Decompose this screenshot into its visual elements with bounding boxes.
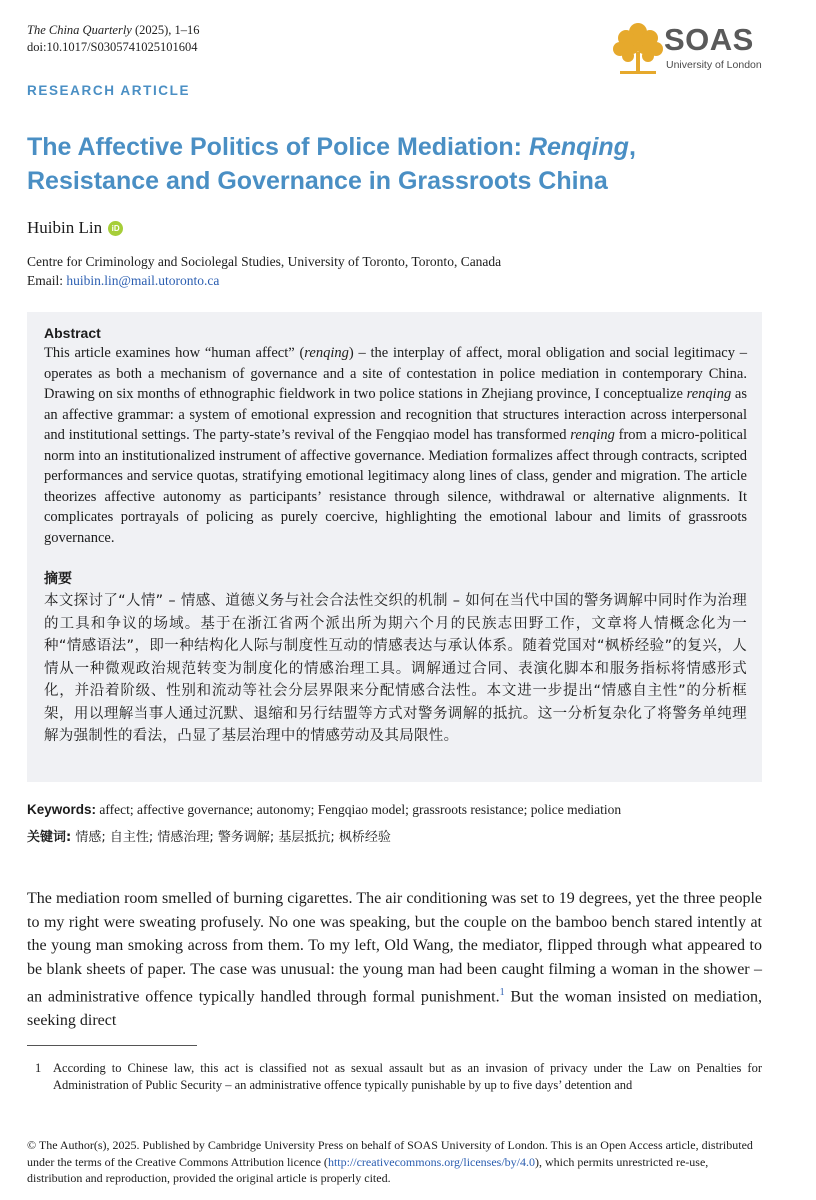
footnote-number: 1 (35, 1061, 42, 1075)
footnote (27, 1060, 762, 1094)
keywords-label: Keywords: (27, 802, 97, 817)
journal-meta (27, 22, 200, 56)
body-text-2: But the woman insisted on mediation, seeking direct (27, 988, 763, 1029)
soas-logo (610, 18, 770, 80)
copyright-notice (27, 1137, 762, 1187)
footnote-text: According to Chinese law, this act is classified not as sexual assault but as an invasion of privacy under the Law on Penalties for Administration of Public Security – an administrative offence typically punishable by up to five days’ detention and (53, 1061, 762, 1092)
abstract-term: renqing (686, 386, 732, 402)
journal-citation: (2025), 1–16 (131, 23, 200, 37)
copyright-text-1: © The Author(s), 2025. Published by Cambridge University Press on behalf of SOAS University of London. This is an Open Access article, distributed under the terms of the Creative Commons Attribution licence ( (27, 1138, 753, 1169)
abstract-term: renqing (570, 427, 615, 443)
abstract-box (27, 312, 762, 782)
abstract-text (44, 343, 747, 548)
abstract-seg: from a micro-political norm into an institutionalized instrument of affective governance. Mediation formalizes affect through contracts, scripted performances and service quotas, stratifying emotional legitimacy along lines of class, gender and migration. The article theorizes affective autonomy as participants’ resistance through silence, withdrawal or alternative alignments. It complicates portrayals of policing as purely coercive, highlighting the emotional labour and limits of grassroots governance. (44, 427, 747, 546)
abstract-seg: as an affective grammar: a system of emotional expression and recognition that structures interaction across interpersonal and institutional settings. The party-state’s revival of the Fengqiao model has transformed (44, 386, 747, 443)
title-part-2: , Resistance and Governance in Grassroots China (27, 133, 636, 195)
footnote-divider (27, 1045, 197, 1046)
article-type-label: RESEARCH ARTICLE (27, 83, 191, 98)
license-link[interactable]: http://creativecommons.org/licenses/by/4.0 (327, 1154, 536, 1169)
title-part-1: The Affective Politics of Police Mediation: (27, 133, 529, 161)
abstract-heading: Abstract (44, 325, 101, 341)
affiliation-block (27, 252, 501, 290)
zh-abstract-heading: 摘要 (44, 571, 72, 587)
logo-subtitle: University of London (666, 59, 762, 71)
author-name[interactable]: Huibin Lin (27, 218, 103, 237)
body-paragraph (27, 887, 762, 1032)
journal-name: The China Quarterly (27, 23, 132, 37)
author-line (27, 218, 123, 238)
footnote-ref[interactable]: 1 (499, 987, 505, 998)
title-italic: Renqing (528, 133, 629, 161)
orcid-icon[interactable]: iD (108, 221, 123, 236)
abstract-term: renqing (304, 345, 349, 361)
email-label: Email: (27, 273, 67, 288)
abstract-seg: This article examines how “human affect” ( (44, 345, 305, 361)
email-link[interactable]: huibin.lin@mail.utoronto.ca (66, 273, 220, 288)
article-title (27, 130, 727, 198)
copyright-text-2: ), which permits unrestricted re-use, distribution and reproduction, provided the original article is properly cited. (27, 1154, 709, 1185)
zh-keywords-text: 情感; 自主性; 情感治理; 警务调解; 基层抵抗; 枫桥经验 (71, 830, 391, 845)
zh-keywords-label: 关键词: (27, 830, 72, 845)
zh-abstract-text: 本文探讨了“人情” – 情感、道德义务与社会合法性交织的机制 – 如何在当代中国的警务调解中同时作为治理的工具和争议的场域。基于在浙江省两个派出所为期六个月的民族志田野工作，文章将人情概念化为一种“情感语法”，即一种结构化人际与制度性互动的情感表达与承认体系。随着党国对“枫桥经验”的复兴，人情从一种微观政治规范转变为制度化的情感治理工具。调解通过合同、表演化脚本和服务指标将情感形式化，并沿着阶级、性别和流动等社会分层界限来分配情感合法性。本文进一步提出“情感自主性”的分析框架，用以理解当事人通过沉默、退缩和另行结盟等方式对警务调解的抵抗。这一分析复杂化了将警务单纯理解为强制性的看法，凸显了基层治理中的情感劳动及其局限性。 (44, 593, 747, 744)
keywords (27, 802, 621, 818)
body-text-1: The mediation room smelled of burning cigarettes. The air conditioning was set to 19 degrees, yet the three people to my right were sweating profusely. No one was speaking, but the couple on the bamboo bench stared intently at the young man smoking across from them. To my left, Old Wang, the mediator, flipped through what appeared to be blank sheets of paper. The case was unusual: the young man had been caught filming a woman in the shower – an administrative offence typically handled through formal punishment. (27, 890, 762, 1006)
journal-doi[interactable]: doi:10.1017/S0305741025101604 (27, 40, 198, 54)
keywords-text: affect; affective governance; autonomy; Fengqiao model; grassroots resistance; police mediation (96, 802, 622, 817)
tree-icon (610, 18, 666, 78)
abstract-seg: ) – the interplay of affect, moral obligation and social legitimacy – operates as both a mechanism of governance and a site of contestation in police mediation in contemporary China. Drawing on six months of ethnographic fieldwork in two police stations in Zhejiang province, I conceptualize (44, 345, 748, 402)
logo-name: SOAS (664, 22, 754, 57)
zh-keywords (27, 826, 391, 845)
affiliation: Centre for Criminology and Sociolegal Studies, University of Toronto, Toronto, Canada (27, 254, 502, 269)
